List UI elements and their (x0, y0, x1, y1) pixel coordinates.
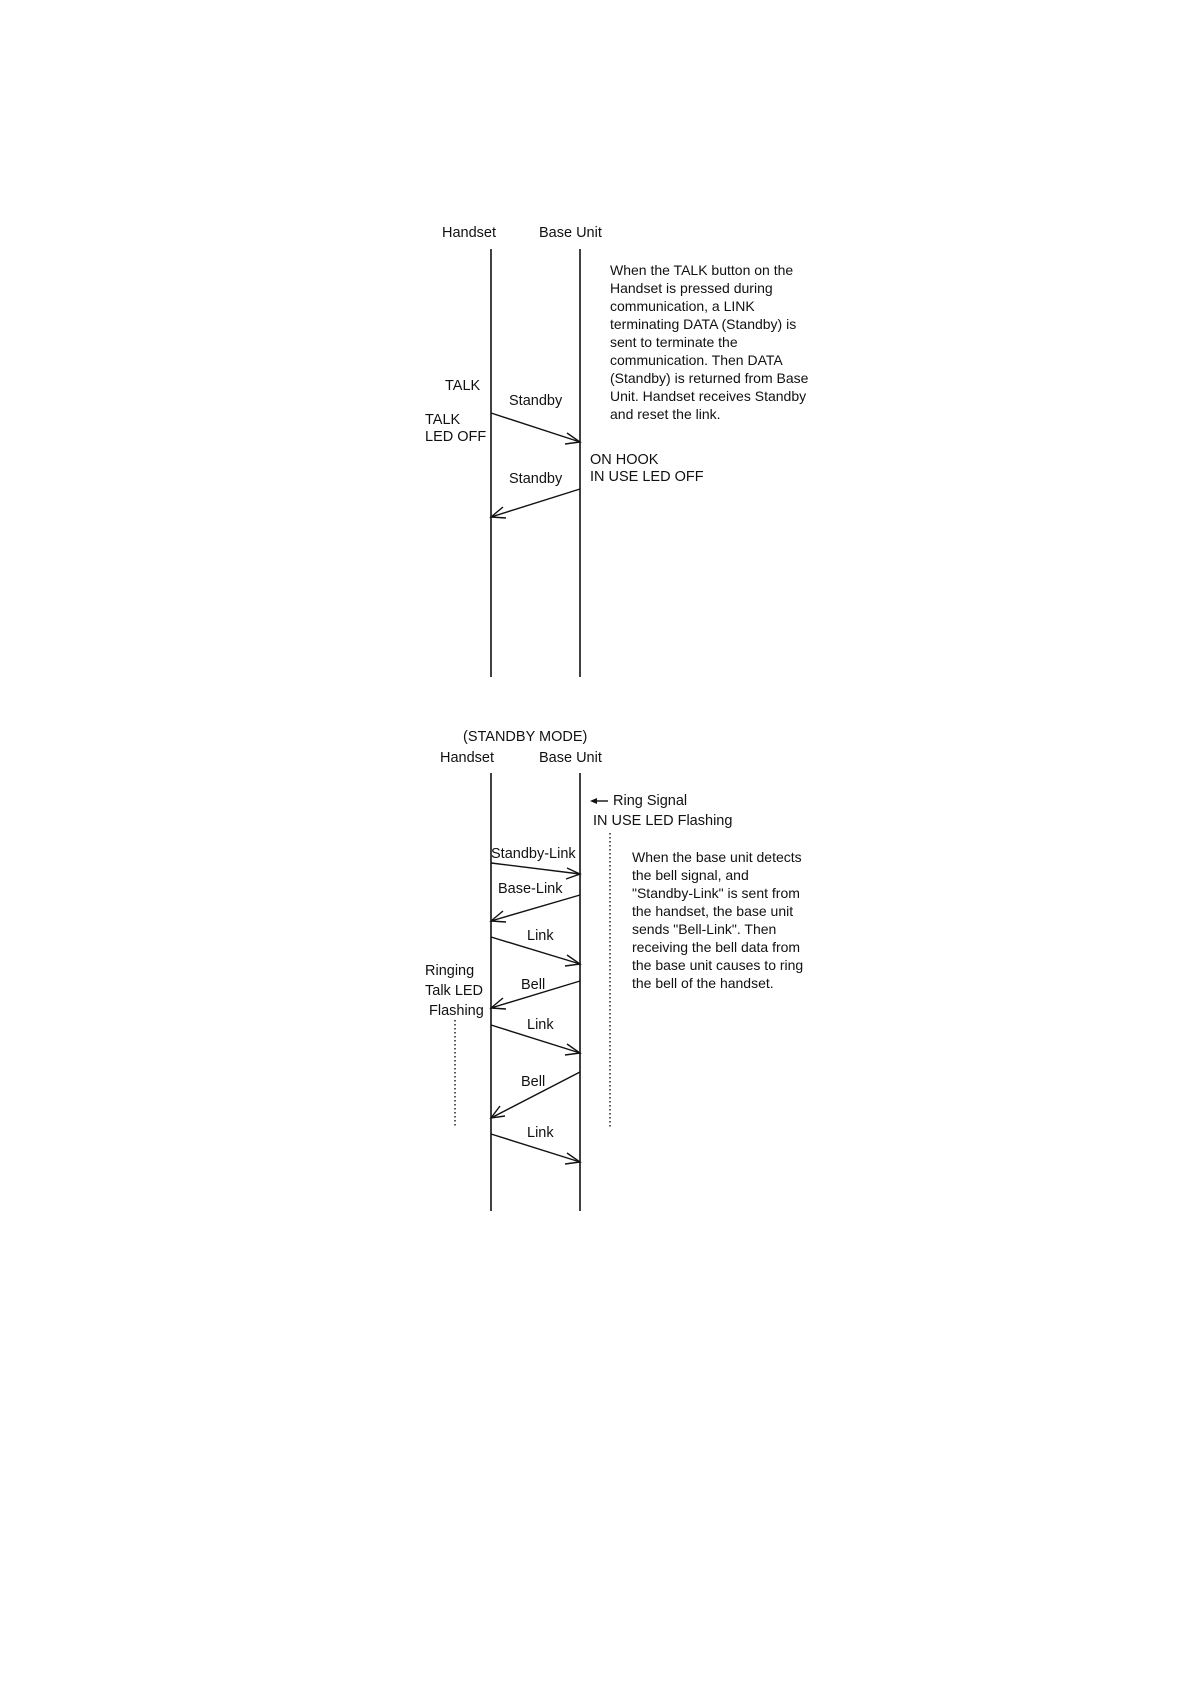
base-unit-header-2: Base Unit (539, 750, 602, 766)
arrowhead (590, 798, 597, 804)
talk-label: TALK (445, 378, 481, 394)
base-unit-header: Base Unit (539, 225, 602, 241)
message-label-link-1: Link (527, 928, 554, 944)
ringing-talk-led-label: Ringing Talk LED Flashing (425, 963, 484, 1019)
message-arrow-standby-link (491, 863, 580, 874)
on-hook-label: ON HOOK IN USE LED OFF (590, 452, 704, 485)
message-label-bell-2: Bell (521, 1074, 546, 1090)
message-label-bell-1: Bell (521, 977, 546, 993)
handset-header: Handset (442, 225, 497, 241)
message-label-link-3: Link (527, 1125, 554, 1141)
description-note-2: When the base unit detects the bell signal, and "Standby-Link" is sent from the handset, the base unit sends "Bell-Link". Then receiving the bell data from the base unit causes to ring the bell of the handset. (632, 849, 804, 991)
handset-header-2: Handset (440, 750, 495, 766)
message-arrow-base-link (491, 895, 580, 921)
message-label-base-link: Base-Link (498, 881, 563, 897)
message-arrow-standby-to-handset (491, 489, 580, 517)
in-use-led-flashing-label: IN USE LED Flashing (593, 813, 733, 829)
talk-led-off-label: TALK LED OFF (425, 412, 487, 445)
description-note-1: When the TALK button on the Handset is pressed during communication, a LINK terminating DATA (Standby) is sent to terminate the communication. Then DATA (Standby) is returned from Base Unit. Handset receives Standby and reset the link. (610, 262, 809, 422)
standby-mode-label: (STANDBY MODE) (463, 729, 588, 745)
message-label-standby-1: Standby (509, 393, 563, 409)
message-arrow-standby-to-base (491, 413, 580, 442)
message-label-standby-link: Standby-Link (491, 846, 576, 862)
message-label-standby-2: Standby (509, 471, 563, 487)
message-label-link-2: Link (527, 1017, 554, 1033)
ring-signal-label: Ring Signal (613, 793, 688, 809)
